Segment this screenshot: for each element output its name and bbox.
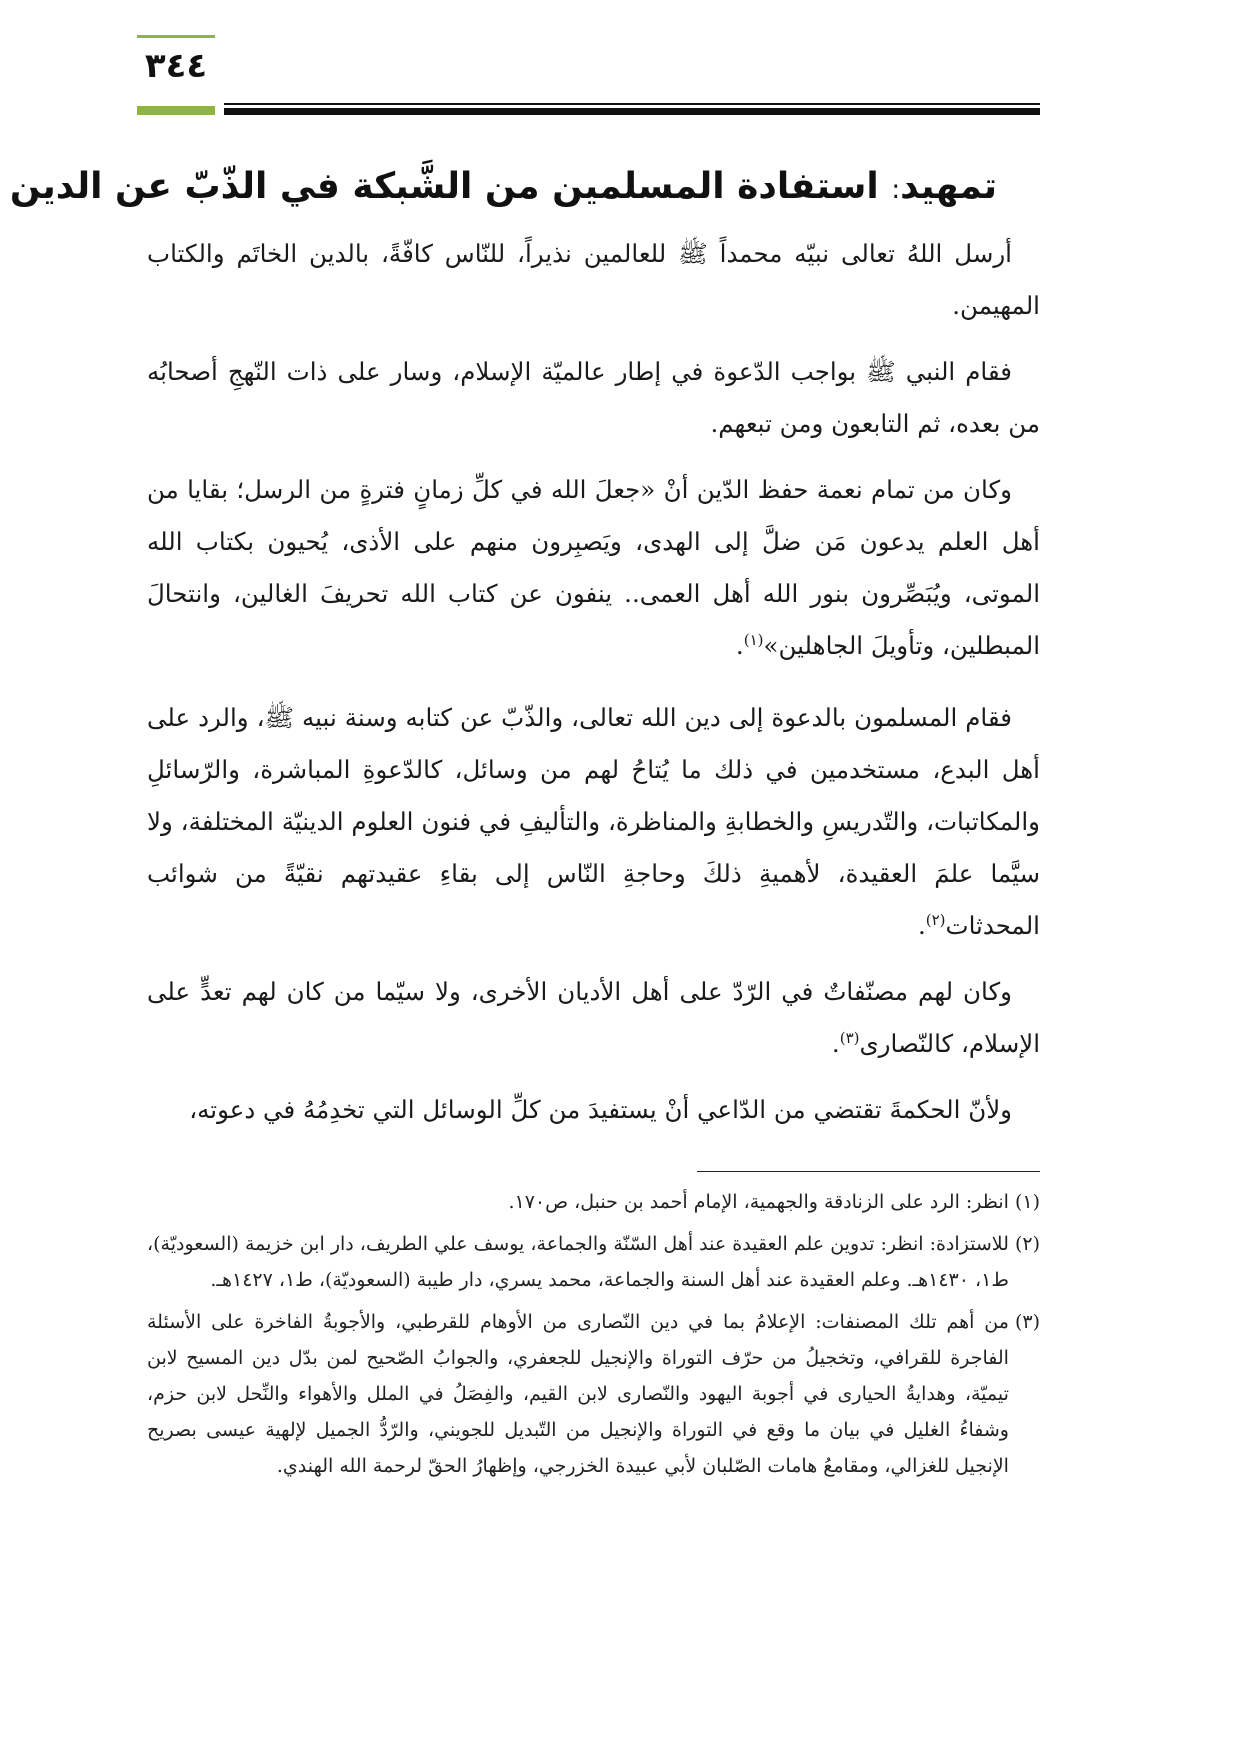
footnote-ref[interactable]: (١) bbox=[743, 630, 764, 649]
footnotes bbox=[147, 1184, 1040, 1490]
header-accent-bar-top bbox=[137, 35, 215, 38]
paragraph: أرسل اللهُ تعالى نبيّه محمداً ﷺ للعالمين نذيراً، للنّاس كافّةً، بالدين الخاتَم والكتاب المهيمن. bbox=[147, 239, 1040, 320]
header-rule-thin bbox=[224, 103, 1040, 105]
header-accent-bar-bottom bbox=[137, 106, 215, 115]
body-text bbox=[147, 228, 1040, 1150]
paragraph: فقام المسلمون بالدعوة إلى دين الله تعالى، والذّبّ عن كتابه وسنة نبيه ﷺ، والرد على أهل البدع، مستخدمين في ذلك ما يُتاحُ لهم من وسائل، كالدّعوةِ المباشرة، والرّسائلِ والمكاتبات، والتّدريسِ والخطابةِ والمناظرة، والتأليفِ في فنون العلوم الدينيّة المختلفة، ولا سيَّما علمَ العقيدة، لأهميةِ ذلكَ وحاجةِ النّاس إلى بقاءِ عقيدتهم نقيّةً من شوائب المحدثات$^{(٢)}$. bbox=[147, 703, 1040, 940]
paragraph: ولأنّ الحكمةَ تقتضي من الدّاعي أنْ يستفيدَ من كلِّ الوسائل التي تخدِمُهُ في دعوته، bbox=[189, 1095, 1012, 1124]
footnote-text: للاستزادة: انظر: تدوين علم العقيدة عند أهل السّنّة والجماعة، يوسف علي الطريف، دار ابن خزيمة (السعوديّة)، ط١، ١٤٣٠هـ. وعلم العقيدة عند أهل السنة والجماعة، محمد يسري، دار طيبة (السعوديّة)، ط١، ١٤٢٧هـ. bbox=[147, 1233, 1009, 1291]
footnote-number: (٣) bbox=[1014, 1311, 1040, 1333]
footnote-text: من أهم تلك المصنفات: الإعلامُ بما في دين النّصارى من الأوهام للقرطبي، والأجوبةُ الفاخرة على الأسئلة الفاجرة للقرافي، وتخجيلُ من حرّف التوراة والإنجيل للجعفري، والجوابُ الصّحيح لمن بدّل دين المسيح لابن تيميّة، وهدايةُ الحيارى في أجوبة اليهود والنّصارى لابن القيم، والفِصَلُ في الملل والأهواء والنِّحل لابن حزم، وشفاءُ الغليل في بيان ما وقع في التوراة والإنجيل من التّبديل للجويني، والرّدُّ الجميل لإلهية عيسى بصريح الإنجيل للغزالي، ومقامعُ هامات الصّلبان لأبي عبيدة الخزرجي، وإظهارُ الحقّ لرحمة الله الهندي. bbox=[147, 1311, 1009, 1477]
paragraph: فقام النبي ﷺ بواجب الدّعوة في إطار عالميّة الإسلام، وسار على ذات النّهجِ أصحابُه من بعده، ثم التابعون ومن تبعهم. bbox=[147, 357, 1040, 438]
footnote-item bbox=[147, 1226, 1040, 1298]
paragraph: وكان من تمام نعمة حفظ الدّين أنْ «جعلَ الله في كلِّ زمانٍ فترةٍ من الرسل؛ بقايا من أهل العلم يدعون مَن ضلَّ إلى الهدى، ويَصبِرون منهم على الأذى، يُحيون بكتاب الله الموتى، ويُبَصِّرون بنور الله أهل العمى.. ينفون عن كتاب الله تحريفَ الغالين، وانتحالَ المبطلين، وتأويلَ الجاهلين»$^{(١)}$. bbox=[147, 475, 1040, 660]
footnote-ref[interactable]: (٢) bbox=[925, 910, 946, 929]
footnote-number: (١) bbox=[1014, 1191, 1040, 1213]
section-title-separator: : bbox=[891, 175, 901, 205]
section-title bbox=[9, 158, 997, 219]
footnote-number: (٢) bbox=[1014, 1233, 1040, 1255]
paragraph: وكان لهم مصنّفاتٌ في الرّدّ على أهل الأديان الأخرى، ولا سيّما من كان لهم تعدٍّ على الإسلام، كالنّصارى$^{(٣)}$. bbox=[147, 977, 1040, 1058]
section-title-main: استفادة المسلمين من الشَّبكة في الذّبّ عن الدين bbox=[9, 166, 879, 207]
page-number: ٣٤٤ bbox=[144, 46, 208, 86]
footnote-ref[interactable]: (٣) bbox=[839, 1028, 860, 1047]
header-rule-thick bbox=[224, 108, 1040, 115]
footnote-divider bbox=[697, 1171, 1040, 1172]
section-title-lead: تمهيد bbox=[900, 166, 997, 207]
footnote-item bbox=[147, 1184, 1040, 1220]
footnote-text: انظر: الرد على الزنادقة والجهمية، الإمام أحمد بن حنبل، ص١٧٠. bbox=[508, 1191, 1009, 1213]
footnote-item bbox=[147, 1304, 1040, 1484]
